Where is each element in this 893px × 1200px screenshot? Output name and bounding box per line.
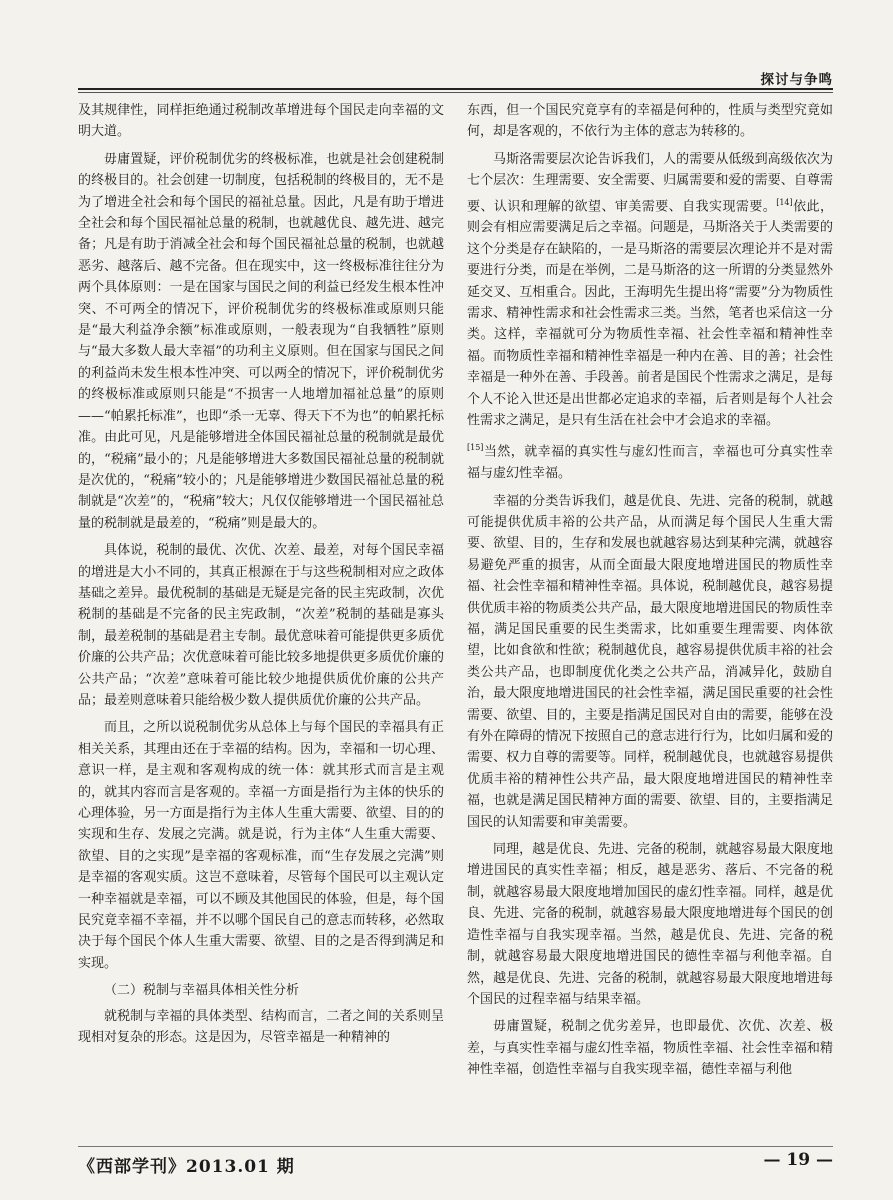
paragraph: 而且，之所以说税制优劣从总体上与每个国民的幸福具有正相关关系，其理由还在于幸福的结构。因为，幸福和一切心理、意识一样，是主观和客观构成的统一体：就其形式而言是主观的，就其内容而言是客观的。幸福一方面是指行为主体的快乐的心理体验，另一方面是指行为主体人生重大需要、欲望、目的的实现和生存、发展之完满。就是说，行为主体“人生重大需要、欲望、目的之实现”是幸福的客观标准，而“生存发展之完满”则是幸福的客观实质。这岂不意味着，尽管每个国民可以主观认定一种幸福就是幸福，可以不顾及其他国民的体验，但是，每个国民究竟幸福不幸福，并不以哪个国民自己的意志而转移，必然取决于每个国民个体人生重大需要、欲望、目的之是否得到满足和实现。 — [78, 720, 444, 971]
paragraph: 就税制与幸福的具体类型、结构而言，二者之间的关系则呈现相对复杂的形态。这是因为，尽管幸福是一种精神的 — [78, 1008, 444, 1046]
section-tag: 探讨与争鸣 — [760, 72, 833, 88]
paragraph: 毋庸置疑，评价税制优劣的终极标准，也就是社会创建税制的终极目的。社会创建一切制度，包括税制的终极目的，无不是为了增进全社会和每个国民的福祉总量。因此，凡是有助于增进全社会和每个国民福祉总量的税制，也就越优良、越先进、越完备；凡是有助于消减全社会和每个国民福祉总量的税制，也就越恶劣、越落后、越不完备。但在现实中，这一终极标准往往分为两个具体原则：一是在国家与国民之间的利益已经发生根本性冲突、不可两全的情况下，评价税制优劣的终极标准或原则只能是“最大利益净余额”标准或原则，一般表现为“自我牺牲”原则与“最大多数人最大幸福”的功利主义原则。但在国家与国民之间的利益尚未发生根本性冲突、可以两全的情况下，评价税制优劣的终极标准或原则只能是“不损害一人地增加福祉总量”的原则——“帕累托标准”，也即“杀一无辜、得天下不为也”的帕累托标准。由此可见，凡是能够增进全体国民福祉总量的税制就是最优的，“税痛”最小的；凡是能够增进大多数国民福祉总量的税制就是次优的，“税痛”较小的；凡是能够增进少数国民福祉总量的税制就是“次差”的，“税痛”较大；凡仅仅能够增进一个国民福祉总量的税制就是最差的，“税痛”则是最大的。 — [78, 151, 444, 531]
left-column — [78, 100, 444, 1120]
paragraph — [467, 149, 833, 432]
article-body — [78, 100, 833, 1120]
citation-ref: [15] — [467, 443, 484, 453]
paragraph: 毋庸置疑，税制之优劣差异，也即最优、次优、次差、极差，与真实性幸福与虚幻性幸福，物质性幸福、社会性幸福和精神性幸福，创造性幸福与自我实现幸福，德性幸福与利他 — [467, 1019, 833, 1078]
citation-ref: [14] — [776, 197, 793, 207]
paragraph: 东西，但一个国民究竟享有的幸福是何种的，性质与类型究竟如何，却是客观的，不依行为主体的意志为转移的。 — [467, 103, 833, 140]
header-rule — [78, 88, 833, 90]
paragraph: 幸福的分类告诉我们，越是优良、先进、完备的税制，就越可能提供优质丰裕的公共产品，从而满足每个国民人生重大需要、欲望、目的，生存和发展也就越容易达到某种完满，就越容易避免严重的损害，从而全面最大限度地增进国民的物质性幸福、社会性幸福和精神性幸福。具体说，税制越优良，越容易提供优质丰裕的物质类公共产品，最大限度地增进国民的物质性幸福，满足国民重要的民生类需求，比如重要生理需要、肉体欲望，比如食欲和性欲；税制越优良，越容易提供优质丰裕的社会类公共产品，也即制度优化类之公共产品，消减异化，鼓励自治，最大限度地增进国民的社会性幸福，满足国民重要的社会性需要、欲望、目的，主要是指满足国民对自由的需要，能够在没有外在障碍的情况下按照自己的意志进行行为，比如归属和爱的需要、权力自尊的需要等。同样，税制越优良，也就越容易提供优质丰裕的精神性公共产品，最大限度地增进国民的精神性幸福，也就是满足国民精神方面的需要、欲望、目的，主要指满足国民的认知需要和审美需要。 — [467, 493, 833, 830]
footer-rule — [78, 1146, 833, 1147]
paragraph: 及其规律性，同样拒绝通过税制改革增进每个国民走向幸福的文明大道。 — [78, 103, 444, 140]
page-number: — 19 — — [763, 1150, 833, 1170]
journal-name: 《西部学刊》2013.01 期 — [78, 1157, 295, 1177]
right-column — [467, 100, 833, 1120]
paragraph-text: 马斯洛需要层次论告诉我们，人的需要从低级到高级依次为七个层次：生理需要、安全需要、归属需要和爱的需要、自尊需要、认识和理解的欲望、审美需要、自我实现需要。 — [467, 151, 833, 214]
header-rule-thin — [78, 92, 833, 93]
paragraph: 具体说，税制的最优、次优、次差、最差，对每个国民幸福的增进是大小不同的，其真正根源在于与这些税制相对应之政体基础之差异。最优税制的基础是无疑是完备的民主宪政制，次优税制的基础是不完备的民主宪政制，“次差”税制的基础是寡头制，最差税制的基础是君主专制。最优意味着可能提供更多质优价廉的公共产品；次优意味着可能比较多地提供更多质优价廉的公共产品；“次差”意味着可能比较少地提供质优价廉的公共产品；最差则意味着只能给极少数人提供质优价廉的公共产品。 — [78, 543, 444, 708]
section-subheading: （二）税制与幸福具体相关性分析 — [104, 983, 300, 999]
paragraph-text: 当然，就幸福的真实性与虚幻性而言，幸福也可分真实性幸福与虚幻性幸福。 — [467, 444, 833, 482]
paragraph-text: 依此，则会有相应需要满足后之幸福。问题是，马斯洛关于人类需要的这个分类是存在缺陷的，一是马斯洛的需要层次理论并不是对需要进行分类，而是在举例，二是马斯洛的这一所谓的分类显然外延交叉、互相重合。因此，王海明先生提出将“需要”分为物质性需求、精神性需求和社会性需求三类。当然，笔者也采信这一分类。这样，幸福就可分为物质性幸福、社会性幸福和精神性幸福。而物质性幸福和精神性幸福是一种内在善、目的善；社会性幸福是一种外在善、手段善。前者是国民个性需求之满足，是每个人不论入世还是出世都必定追求的幸福，后者则是每个人社会性需求之满足，是只有生活在社会中才会追求的幸福。 — [467, 198, 833, 429]
paragraph: 同理，越是优良、先进、完备的税制，就越容易最大限度地增进国民的真实性幸福；相反，越是恶劣、落后、不完备的税制，就越容易最大限度地增加国民的虚幻性幸福。同样，越是优良、先进、完备的税制，就越容易最大限度地增进每个国民的创造性幸福与自我实现幸福。当然，越是优良、先进、完备的税制，就越容易最大限度地增进国民的德性幸福与利他幸福。自然，越是优良、先进、完备的税制，就越容易最大限度地增进每个国民的过程幸福与结果幸福。 — [467, 842, 833, 1007]
paragraph — [467, 437, 833, 484]
